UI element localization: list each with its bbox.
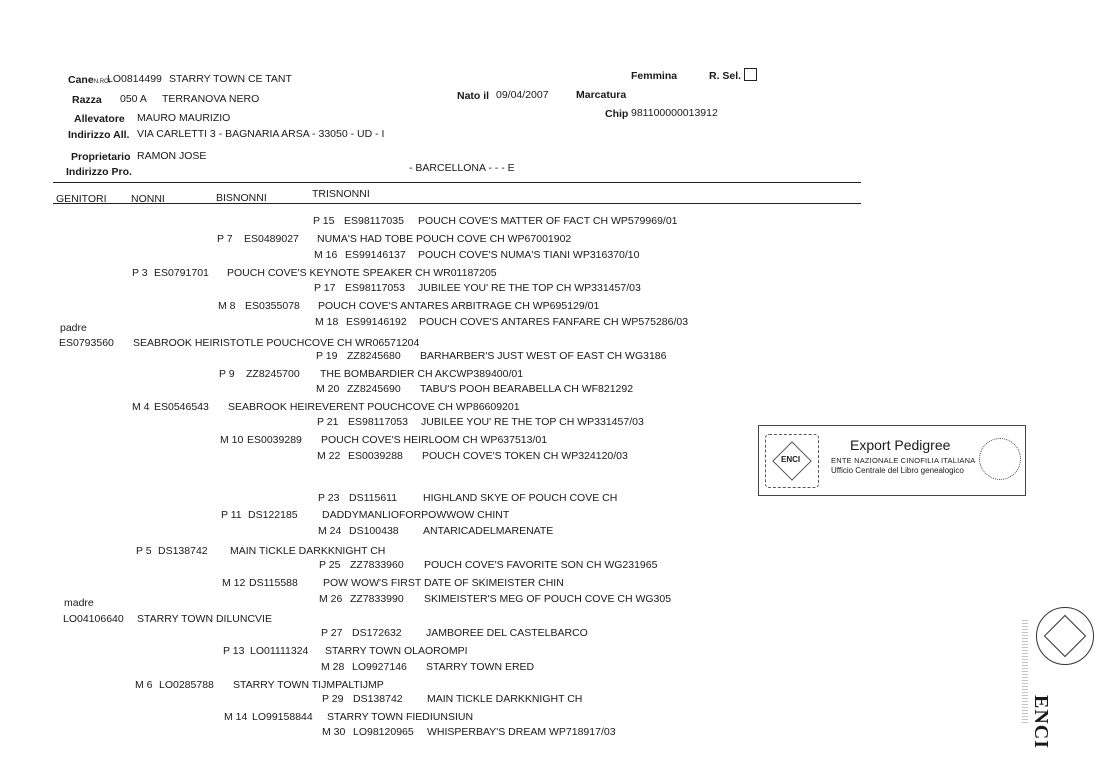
pedigree-entry: P 27 DS172632 JAMBOREE DEL CASTELBARCO <box>321 627 588 639</box>
pedigree-entry: P 29 DS138742 MAIN TICKLE DARKKNIGHT CH <box>322 693 583 705</box>
stamp-line1: ENTE NAZIONALE CINOFILIA ITALIANA <box>831 456 976 465</box>
pedigree-entry: P 9 ZZ8245700 THE BOMBARDIER CH AKCWP389400/01 <box>219 368 524 380</box>
padre-name: SEABROOK HEIRISTOTLE POUCHCOVE CH WR06571204 <box>133 337 420 349</box>
madre-entry <box>63 613 272 625</box>
padre-entry <box>59 337 419 349</box>
col-nonni: NONNI <box>131 193 165 205</box>
pedigree-entry: M 8 ES0355078 POUCH COVE'S ANTARES ARBITRAGE CH WP695129/01 <box>218 300 600 312</box>
cane-sub-label: N.ROI <box>93 79 111 85</box>
pedigree-entry: P 15 ES98117035 POUCH COVE'S MATTER OF FACT CH WP579969/01 <box>313 215 678 227</box>
razza-name: TERRANOVA NERO <box>162 93 260 105</box>
pedigree-entry: M 28 LO9927146 STARRY TOWN ERED <box>321 661 535 673</box>
pedigree-entry: M 20 ZZ8245690 TABU'S POOH BEARABELLA CH WF821292 <box>316 383 634 395</box>
pedigree-entry: P 5 DS138742 MAIN TICKLE DARKKNIGHT CH <box>136 545 386 557</box>
cane-code: LO0814499 <box>107 73 162 85</box>
madre-code: LO04106640 <box>63 613 124 625</box>
pedigree-entry: M 26 ZZ7833990 SKIMEISTER'S MEG OF POUCH COVE CH WG305 <box>319 593 672 605</box>
padre-code: ES0793560 <box>59 337 114 349</box>
enci-logo-text: ENCI <box>1030 695 1052 750</box>
enci-seal-icon <box>765 434 819 488</box>
indirizzo-all-value: VIA CARLETTI 3 - BAGNARIA ARSA - 33050 - UD - I <box>137 128 385 140</box>
export-pedigree-stamp <box>758 425 1026 496</box>
pedigree-entry: P 21 ES98117053 JUBILEE YOU' RE THE TOP CH WP331457/03 <box>317 416 644 428</box>
indirizzo-pro-label: Indirizzo Pro. <box>66 166 132 178</box>
stamp-title: Export Pedigree <box>850 437 951 453</box>
indirizzo-all-label: Indirizzo All. <box>68 129 130 141</box>
pedigree-entry: M 30 LO98120965 WHISPERBAY'S DREAM WP718917/03 <box>322 726 616 738</box>
stamp-line2: Ufficio Centrale del Libro genealogico <box>831 466 964 475</box>
pedigree-entry: P 25 ZZ7833960 POUCH COVE'S FAVORITE SON CH WG231965 <box>319 559 658 571</box>
pedigree-entry: M 16 ES99146137 POUCH COVE'S NUMA'S TIANI WP316370/10 <box>314 249 640 261</box>
allevatore-label: Allevatore <box>74 113 125 125</box>
sex-label: Femmina <box>631 70 678 82</box>
rsel-checkbox <box>744 68 757 81</box>
pedigree-entry: M 18 ES99146192 POUCH COVE'S ANTARES FANFARE CH WP575286/03 <box>315 316 689 328</box>
cane-label: CaneN.ROI <box>68 74 111 86</box>
madre-label: madre <box>64 597 94 609</box>
col-genitori: GENITORI <box>56 193 107 205</box>
madre-name: STARRY TOWN DILUNCVIE <box>137 613 272 625</box>
marcatura-label: Marcatura <box>576 89 627 101</box>
allevatore-value: MAURO MAURIZIO <box>137 112 231 124</box>
chip-label: Chip <box>605 108 629 120</box>
scan-edge-texture <box>1022 620 1028 725</box>
pedigree-entry: M 22 ES0039288 POUCH COVE'S TOKEN CH WP324120/03 <box>317 450 628 462</box>
pedigree-entry: P 3 ES0791701 POUCH COVE'S KEYNOTE SPEAKER CH WR01187205 <box>132 267 497 279</box>
pedigree-entry: P 23 DS115611 HIGHLAND SKYE OF POUCH COVE CH <box>318 492 618 504</box>
pedigree-entry: P 19 ZZ8245680 BARHARBER'S JUST WEST OF EAST CH WG3186 <box>316 350 667 362</box>
pedigree-entry: M 24 DS100438 ANTARICADELMARENATE <box>318 525 554 537</box>
proprietario-label: Proprietario <box>71 151 131 163</box>
pedigree-entry: M 14 LO99158844 STARRY TOWN FIEDIUNSIUN <box>224 711 474 723</box>
rsel-field <box>709 68 757 82</box>
pedigree-entry: M 4 ES0546543 SEABROOK HEIREVERENT POUCHCOVE CH WP86609201 <box>132 401 520 413</box>
rsel-label: R. Sel. <box>709 70 742 82</box>
cane-name: STARRY TOWN CE TANT <box>169 73 292 85</box>
seal-text: ENCI <box>781 455 801 464</box>
pedigree-entry: P 11 DS122185 DADDYMANLIOFORPOWWOW CHINT <box>221 509 510 521</box>
razza-label: Razza <box>72 94 102 106</box>
enci-logo-icon <box>1036 607 1094 665</box>
round-seal-icon <box>979 438 1021 480</box>
padre-label: padre <box>60 322 87 334</box>
chip-value: 981100000013912 <box>631 107 718 119</box>
pedigree-entry: P 7 ES0489027 NUMA'S HAD TOBE POUCH COVE CH WP67001902 <box>217 233 572 245</box>
pedigree-entry: M 10 ES0039289 POUCH COVE'S HEIRLOOM CH WP637513/01 <box>220 434 548 446</box>
top-rule <box>53 182 861 183</box>
pedigree-entry: P 17 ES98117053 JUBILEE YOU' RE THE TOP CH WP331457/03 <box>314 282 641 294</box>
indirizzo-pro-value: - BARCELLONA - - - E <box>409 162 515 174</box>
pedigree-entry: M 12 DS115588 POW WOW'S FIRST DATE OF SKIMEISTER CHIN <box>222 577 564 589</box>
pedigree-entry: M 6 LO0285788 STARRY TOWN TIJMPALTIJMP <box>135 679 384 691</box>
nato-label: Nato il <box>457 90 490 102</box>
col-bisnonni: BISNONNI <box>216 192 267 204</box>
nato-value: 09/04/2007 <box>496 89 549 101</box>
razza-code: 050 A <box>120 93 147 105</box>
col-trisnonni: TRISNONNI <box>312 188 370 200</box>
pedigree-entry: P 13 LO01111324 STARRY TOWN OLAOROMPI <box>223 645 468 657</box>
proprietario-value: RAMON JOSE <box>137 150 207 162</box>
header-rule <box>53 203 861 204</box>
